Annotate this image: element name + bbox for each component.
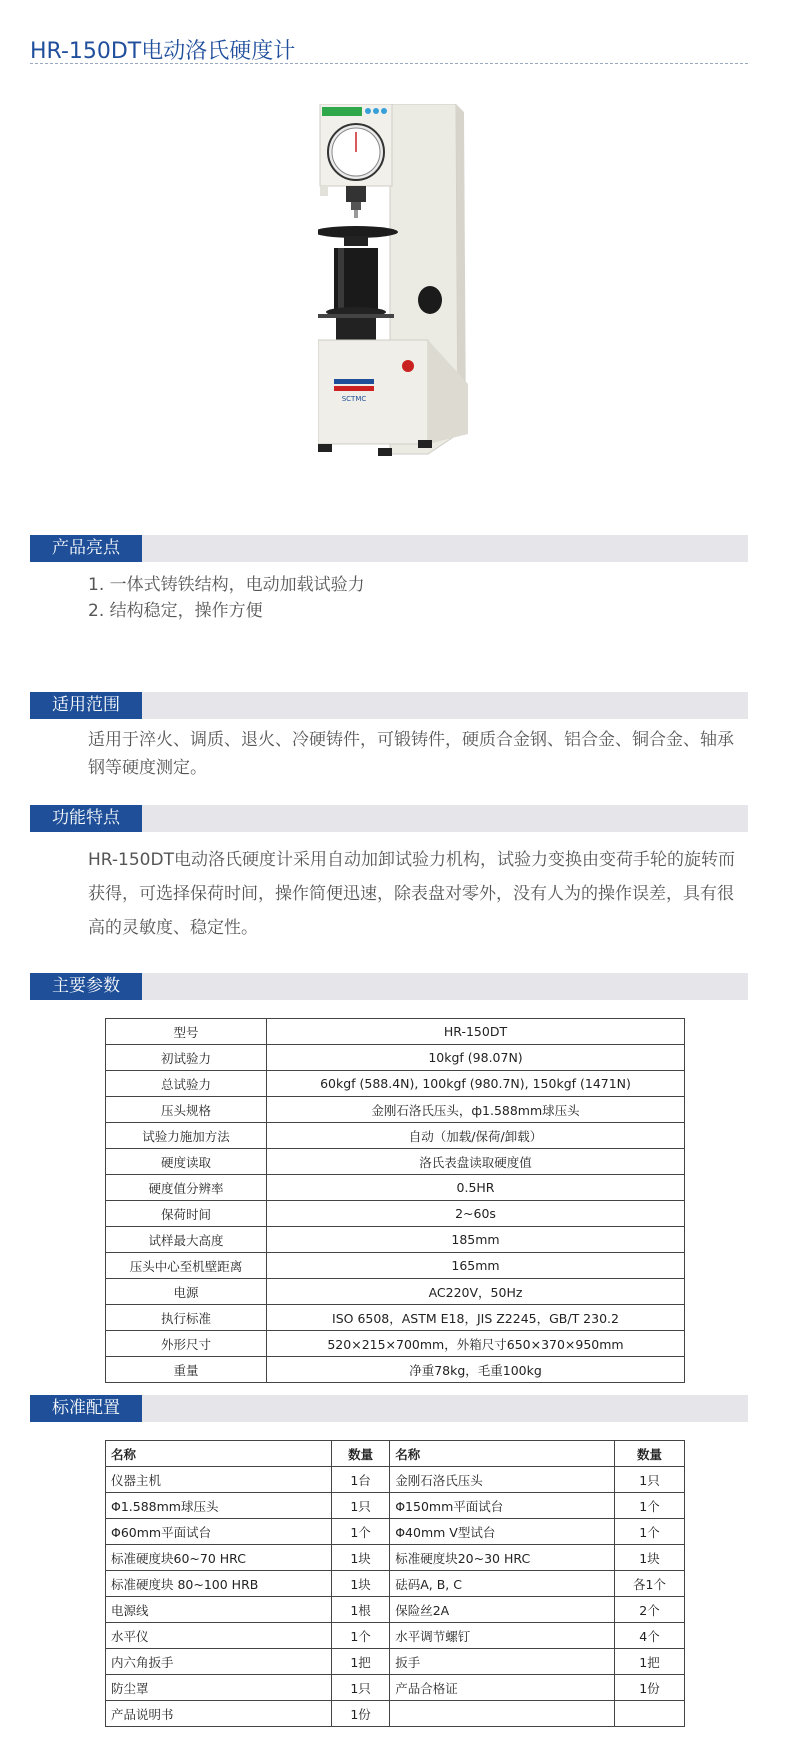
table-row [106, 1597, 685, 1623]
config-header-name: 名称 [106, 1441, 332, 1467]
param-value: 185mm [267, 1227, 685, 1253]
section-bar-scope [30, 692, 748, 719]
config-item-name: 标准硬度块 80~100 HRB [106, 1571, 332, 1597]
product-image [318, 104, 482, 504]
table-row [106, 1201, 685, 1227]
param-value: 净重78kg，毛重100kg [267, 1357, 685, 1383]
param-value: 自动（加载/保荷/卸载） [267, 1123, 685, 1149]
config-item-name: 砝码A, B, C [390, 1571, 615, 1597]
config-item-name: Φ40mm V型试台 [390, 1519, 615, 1545]
section-bar-params [30, 973, 748, 1000]
table-row [106, 1467, 685, 1493]
config-item-qty: 1把 [614, 1649, 684, 1675]
param-value: 金刚石洛氏压头，ф1.588mm球压头 [267, 1097, 685, 1123]
param-value: ISO 6508，ASTM E18，JIS Z2245，GB/T 230.2 [267, 1305, 685, 1331]
config-item-name: 内六角扳手 [106, 1649, 332, 1675]
config-item-name: 标准硬度块60~70 HRC [106, 1545, 332, 1571]
config-item-qty: 各1个 [614, 1571, 684, 1597]
table-row [106, 1253, 685, 1279]
param-value: 520×215×700mm，外箱尺寸650×370×950mm [267, 1331, 685, 1357]
config-item-name: 产品合格证 [390, 1675, 615, 1701]
table-row [106, 1331, 685, 1357]
table-row [106, 1623, 685, 1649]
param-name: 试验力施加方法 [106, 1123, 267, 1149]
table-row [106, 1675, 685, 1701]
table-row [106, 1545, 685, 1571]
section-bar-highlights [30, 535, 748, 562]
config-item-name: 标准硬度块20~30 HRC [390, 1545, 615, 1571]
section-bar-config [30, 1395, 748, 1422]
config-item-qty: 4个 [614, 1623, 684, 1649]
config-item-name: 防尘罩 [106, 1675, 332, 1701]
param-name: 压头中心至机壁距离 [106, 1253, 267, 1279]
config-item-qty: 1个 [614, 1493, 684, 1519]
param-name: 硬度值分辨率 [106, 1175, 267, 1201]
config-item-name: 产品说明书 [106, 1701, 332, 1727]
config-header-name: 名称 [390, 1441, 615, 1467]
product-logo-text: SCTMC [341, 395, 367, 403]
table-row [106, 1701, 685, 1727]
title-divider [30, 63, 748, 64]
param-value: 10kgf (98.07N) [267, 1045, 685, 1071]
table-row [106, 1571, 685, 1597]
table-row [106, 1305, 685, 1331]
param-value: AC220V，50Hz [267, 1279, 685, 1305]
param-value: 165mm [267, 1253, 685, 1279]
table-row [106, 1175, 685, 1201]
config-item-qty [614, 1701, 684, 1727]
section-title-params: 主要参数 [30, 973, 142, 1000]
config-header-qty: 数量 [331, 1441, 389, 1467]
table-row [106, 1493, 685, 1519]
param-name: 执行标准 [106, 1305, 267, 1331]
config-item-name: 水平调节螺钉 [390, 1623, 615, 1649]
page-title: HR-150DT电动洛氏硬度计 [30, 39, 296, 64]
section-title-features: 功能特点 [30, 805, 142, 832]
config-table [105, 1440, 685, 1727]
config-header-row [106, 1441, 685, 1467]
config-item-qty: 1份 [614, 1675, 684, 1701]
param-name: 外形尺寸 [106, 1331, 267, 1357]
config-item-name: Φ1.588mm球压头 [106, 1493, 332, 1519]
config-item-qty: 1把 [331, 1649, 389, 1675]
config-header-qty: 数量 [614, 1441, 684, 1467]
param-value: 2~60s [267, 1201, 685, 1227]
config-item-qty: 1根 [331, 1597, 389, 1623]
param-name: 重量 [106, 1357, 267, 1383]
params-table [105, 1018, 685, 1383]
config-item-qty: 1块 [331, 1545, 389, 1571]
config-item-qty: 1块 [614, 1545, 684, 1571]
table-row [106, 1279, 685, 1305]
table-row [106, 1097, 685, 1123]
features-text: HR-150DT电动洛氏硬度计采用自动加卸试验力机构，试验力变换由变荷手轮的旋转而获得，可选择保荷时间，操作简便迅速，除表盘对零外，没有人为的操作误差，具有很高的灵敏度、稳定性。 [88, 850, 735, 938]
param-value: 60kgf (588.4N), 100kgf (980.7N), 150kgf (1471N) [267, 1071, 685, 1097]
config-item-name: 水平仪 [106, 1623, 332, 1649]
table-row [106, 1519, 685, 1545]
config-item-qty: 2个 [614, 1597, 684, 1623]
config-item-name: 扳手 [390, 1649, 615, 1675]
param-name: 硬度读取 [106, 1149, 267, 1175]
table-row [106, 1123, 685, 1149]
param-name: 初试验力 [106, 1045, 267, 1071]
config-item-name [390, 1701, 615, 1727]
config-item-name: Φ60mm平面试台 [106, 1519, 332, 1545]
param-name: 电源 [106, 1279, 267, 1305]
config-item-qty: 1块 [331, 1571, 389, 1597]
param-value: HR-150DT [267, 1019, 685, 1045]
section-title-scope: 适用范围 [30, 692, 142, 719]
scope-text: 适用于淬火、调质、退火、冷硬铸件，可锻铸件，硬质合金钢、铝合金、铜合金、轴承钢等硬度测定。 [88, 730, 734, 778]
table-row [106, 1149, 685, 1175]
param-name: 压头规格 [106, 1097, 267, 1123]
config-item-name: 保险丝2A [390, 1597, 615, 1623]
table-row [106, 1045, 685, 1071]
config-item-qty: 1只 [331, 1493, 389, 1519]
config-item-qty: 1只 [331, 1675, 389, 1701]
config-item-name: Φ150mm平面试台 [390, 1493, 615, 1519]
config-item-qty: 1台 [331, 1467, 389, 1493]
param-name: 保荷时间 [106, 1201, 267, 1227]
config-item-qty: 1个 [331, 1519, 389, 1545]
highlights-list [88, 572, 365, 624]
config-item-qty: 1个 [614, 1519, 684, 1545]
param-value: 0.5HR [267, 1175, 685, 1201]
param-value: 洛氏表盘读取硬度值 [267, 1149, 685, 1175]
config-item-qty: 1份 [331, 1701, 389, 1727]
config-item-name: 仪器主机 [106, 1467, 332, 1493]
table-row [106, 1071, 685, 1097]
list-item: 1. 一体式铸铁结构，电动加载试验力 [88, 575, 365, 595]
param-name: 型号 [106, 1019, 267, 1045]
section-bar-features [30, 805, 748, 832]
table-row [106, 1357, 685, 1383]
config-item-name: 电源线 [106, 1597, 332, 1623]
list-item: 2. 结构稳定，操作方便 [88, 601, 263, 621]
section-title-config: 标准配置 [30, 1395, 142, 1422]
param-name: 总试验力 [106, 1071, 267, 1097]
param-name: 试样最大高度 [106, 1227, 267, 1253]
config-item-qty: 1只 [614, 1467, 684, 1493]
config-item-name: 金刚石洛氏压头 [390, 1467, 615, 1493]
table-row [106, 1227, 685, 1253]
section-title-highlights: 产品亮点 [30, 535, 142, 562]
table-row [106, 1649, 685, 1675]
config-item-qty: 1个 [331, 1623, 389, 1649]
table-row [106, 1019, 685, 1045]
